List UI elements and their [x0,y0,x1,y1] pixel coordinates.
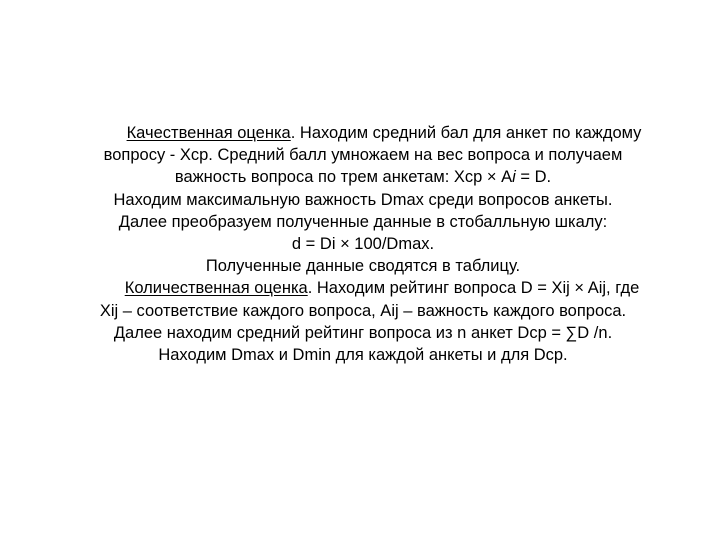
text-line: Находим максимальную важность Dmax среди вопросов анкеты. [113,190,613,209]
text-line: вопросу - Хср. Средний балл умножаем на вес вопроса и получаем [103,146,623,165]
text-line: Находим Dmax и Dmin для каждой анкеты и для Dср. [158,346,568,365]
text-line: Xij – соответствие каждого вопроса, Aij – важность каждого вопроса. [99,301,627,320]
text-span: важность вопроса по трем анкетам: Хср × А [174,168,513,187]
text-line: Полученные данные сводятся в таблицу. [205,257,521,276]
text-line [40,166,686,188]
text-span: . Находим рейтинг вопроса D = Xij × Aij, где [307,279,640,298]
text-span: . Находим средний бал для анкет по каждому [290,124,642,142]
quality-assessment-heading: Качественная оценка [126,124,291,142]
text-line: Далее преобразуем полученные данные в стобалльную шкалу: [118,212,608,231]
text-line: Далее находим средний рейтинг вопроса из n анкет Dср = ∑D /n. [113,323,613,342]
text-span: = D. [515,168,552,187]
text-line [40,277,686,299]
text-line [40,122,686,144]
italic-index: i [512,168,516,187]
body-text [40,122,686,366]
formula-line: d = Di × 100/Dmax. [291,235,435,254]
quantitative-assessment-heading: Количественная оценка [124,279,308,298]
